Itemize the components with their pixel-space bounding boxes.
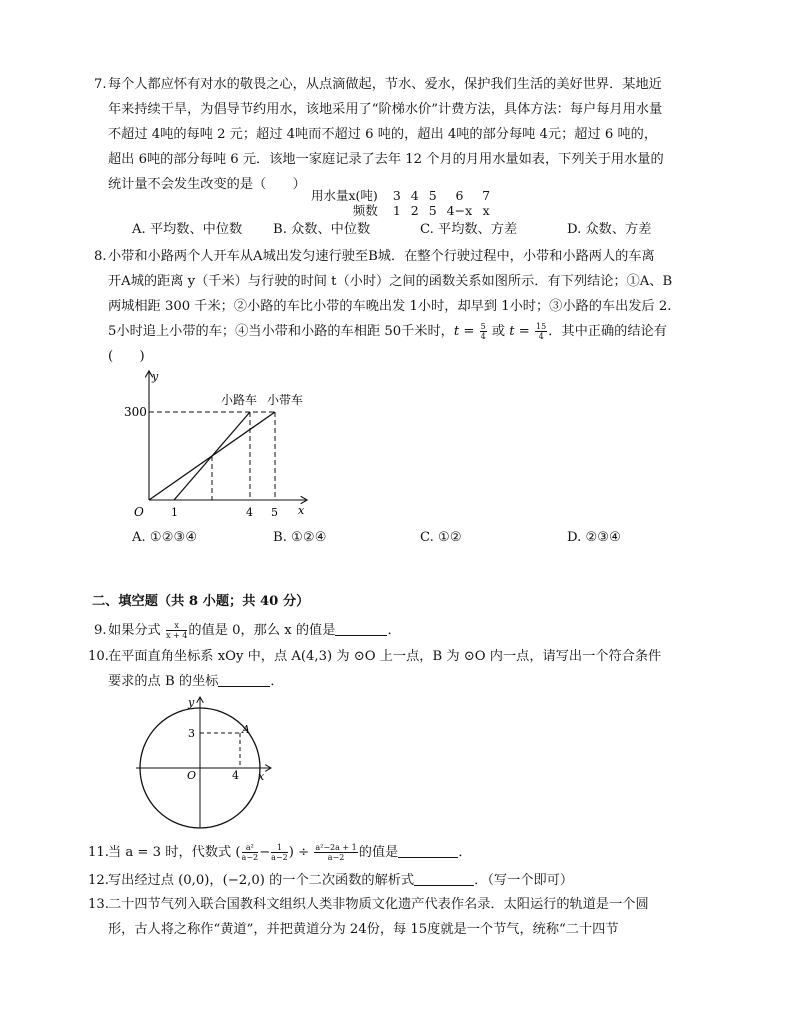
text-span: ．其中正确的结论有 <box>548 324 667 339</box>
fraction-denominator: a−2 <box>241 853 259 862</box>
table-row <box>306 203 495 218</box>
xiaolu-label: 小路车 <box>221 393 258 407</box>
fraction-numerator: a²−2a + 1 <box>315 843 357 852</box>
text-span: 的值是 <box>358 845 399 860</box>
fraction-5-4 <box>480 322 487 341</box>
table-cell: 5 <box>428 188 437 203</box>
fraction-denominator: a−2 <box>271 853 288 862</box>
x-tick-1: 1 <box>171 506 178 519</box>
origin-label: O <box>187 769 197 782</box>
point-a-label: A <box>242 723 250 736</box>
fraction-15-4 <box>535 322 547 341</box>
x-axis-label: x <box>258 770 265 783</box>
question-text-line: 小带和小路两个人开车从A城出发匀速行驶至B城．在整个行驶过程中，小带和小路两人的车离 <box>108 249 655 264</box>
q8-option-b[interactable]: B. ①②④ <box>273 530 327 545</box>
table-cell: 6 <box>455 188 464 203</box>
fraction-numerator: 1 <box>271 843 288 853</box>
question-number: 10. <box>88 649 109 664</box>
text-span: 写出经过点 (0,0)，(−2,0) 的一个二次函数的解析式 <box>108 873 415 888</box>
question-text-line: 每个人都应怀有对水的敬畏之心，从点滴做起，节水、爱水，保护我们生活的美好世界．某地近 <box>108 77 662 92</box>
question-number: 9. <box>94 623 107 638</box>
question-9 <box>94 618 708 643</box>
text-span: 当 a = 3 时，代数式 <box>108 845 232 860</box>
table-cell: 4−x <box>446 203 473 218</box>
question-number: 13. <box>88 897 109 912</box>
question-number: 8. <box>94 249 107 264</box>
fraction-1-over-a-minus-2 <box>271 843 288 862</box>
table-cell: 7 <box>482 188 491 203</box>
circle-graph <box>132 692 282 830</box>
q8-option-a[interactable]: A. ①②③④ <box>132 530 198 545</box>
fraction-numerator: a² <box>242 843 259 853</box>
text-span: ． <box>387 623 401 638</box>
text-span: ． <box>458 845 472 860</box>
answer-blank[interactable] <box>335 621 387 636</box>
question-13 <box>88 892 708 942</box>
question-text-line <box>108 319 708 344</box>
fraction-denominator: 4 <box>480 332 486 341</box>
question-text-line: ( ) <box>108 349 145 364</box>
text-span: 5小时追上小带的车；④当小带和小路的车相距 50千米时， <box>108 324 454 339</box>
xiaodai-label: 小带车 <box>267 393 304 407</box>
x-tick-5: 5 <box>271 506 278 519</box>
x-tick-4: 4 <box>232 769 239 782</box>
question-number: 12. <box>88 873 109 888</box>
q7-option-d[interactable]: D. 众数、方差 <box>567 222 652 237</box>
fraction-x-over-x-plus-4 <box>166 621 187 640</box>
table-cell: 1 <box>392 203 401 218</box>
section-heading: 二、填空题（共 8 小题；共 40 分） <box>92 594 310 609</box>
table-cell: 2 <box>410 203 419 218</box>
table-cell: 3 <box>392 188 401 203</box>
question-text-line: 年来持续干旱，为倡导节约用水，该地采用了“阶梯水价”计费方法，具体方法：每户每月用水量 <box>108 102 663 117</box>
origin-label: O <box>134 505 144 519</box>
question-text-line: 二十四节气列入联合国教科文组织人类非物质文化遗产代表作名录．太阳运行的轨道是一个圆 <box>108 897 649 912</box>
y-tick-3: 3 <box>188 727 195 740</box>
question-text-line: 超出 6吨的部分每吨 6 元．该地一家庭记录了去年 12 个月的月用水量如表，下列关于用水量的 <box>108 152 664 167</box>
q7-option-a[interactable]: A. 平均数、中位数 <box>132 222 243 237</box>
question-text-line: 统计量不会发生改变的是（ ） <box>108 177 306 192</box>
fraction-numerator: 15 <box>536 322 547 331</box>
table-cell: x <box>482 203 490 218</box>
text-span: ．（写一个即可） <box>474 873 574 888</box>
q7-option-b[interactable]: B. 众数、中位数 <box>273 222 371 237</box>
question-text-line <box>108 669 708 694</box>
table-header-cell: 用水量x(吨) <box>311 188 378 203</box>
operator: ÷ <box>298 845 310 860</box>
x-tick-4: 4 <box>246 506 253 519</box>
math-t: t = <box>509 324 535 339</box>
table-cell: 5 <box>428 203 437 218</box>
distance-time-graph <box>118 366 318 526</box>
q7-option-c[interactable]: C. 平均数、方差 <box>420 222 518 237</box>
question-text-line: 两城相距 300 千米；②小路的车比小带的车晚出发 1小时，却早到 1小时；③小路的车出发后 2. <box>108 299 672 314</box>
question-text-line: 当 a = 3 时，代数式 ( $\frac{\text{a²}}{a-2}$ − $\frac{1}{a-2}$ ) ÷ $\frac{\text{a²−2a + 1}}{a-2}$ 的值是 ． <box>108 843 472 862</box>
q8-option-d[interactable]: D. ②③④ <box>567 530 621 545</box>
fraction-denominator: a−2 <box>327 853 345 862</box>
q8-option-c[interactable]: C. ①② <box>420 530 462 545</box>
text-span: 要求的点 B 的坐标 <box>108 674 219 689</box>
question-text-line: 开A城的距离 y（千米）与行驶的时间 t（小时）之间的函数关系如图所示．有下列结论；①A、B <box>108 274 673 289</box>
question-text-line: 在平面直角坐标系 xOy 中，点 A(4,3) 为 ⊙O 上一点，B 为 ⊙O 内一点，请写出一个符合条件 <box>108 649 662 664</box>
text-span: 的值是 0，那么 x 的值是 <box>188 623 336 638</box>
xiaolu-line <box>174 412 250 500</box>
question-text-line: 不超过 4吨的每吨 2 元；超过 4吨而不超过 6 吨的，超出 4吨的部分每吨 4元；超过 6 吨的， <box>108 127 658 142</box>
question-12 <box>88 868 708 893</box>
fraction-denominator: x + 4 <box>165 631 188 640</box>
fraction-a2-over-a-minus-2 <box>242 843 259 862</box>
table-row <box>306 188 495 203</box>
table-header-cell: 频数 <box>352 203 378 218</box>
y-axis-label: y <box>152 370 159 383</box>
answer-blank[interactable] <box>414 871 474 886</box>
question-8 <box>94 244 708 369</box>
fraction-numerator: 5 <box>480 322 486 331</box>
text-span: 或 <box>487 324 510 339</box>
question-7 <box>94 72 708 197</box>
water-usage-table <box>306 188 495 218</box>
operator: − <box>259 845 271 860</box>
question-text-line <box>108 618 708 643</box>
question-11 <box>88 840 708 865</box>
question-number: 11. <box>88 845 109 860</box>
text-span: ． <box>270 674 284 689</box>
fraction-poly-over-a-minus-2 <box>314 843 357 862</box>
text-span: 如果分式 <box>108 623 165 638</box>
table-cell: 4 <box>410 188 419 203</box>
math-t: t = <box>453 324 479 339</box>
fraction-numerator: x <box>166 621 187 631</box>
question-text-line <box>108 868 708 893</box>
answer-blank[interactable] <box>218 672 270 687</box>
fraction-denominator: 4 <box>538 332 544 341</box>
question-text-line: 形，古人将之称作“黄道”，并把黄道分为 24份，每 15度就是一个节气，统称“二十四节 <box>108 922 619 937</box>
answer-blank[interactable] <box>398 843 458 858</box>
question-number: 7. <box>94 77 107 92</box>
x-axis-label: x <box>298 504 305 517</box>
y-axis-label: y <box>188 696 195 709</box>
y-tick-300: 300 <box>124 405 147 419</box>
question-10 <box>88 644 708 694</box>
